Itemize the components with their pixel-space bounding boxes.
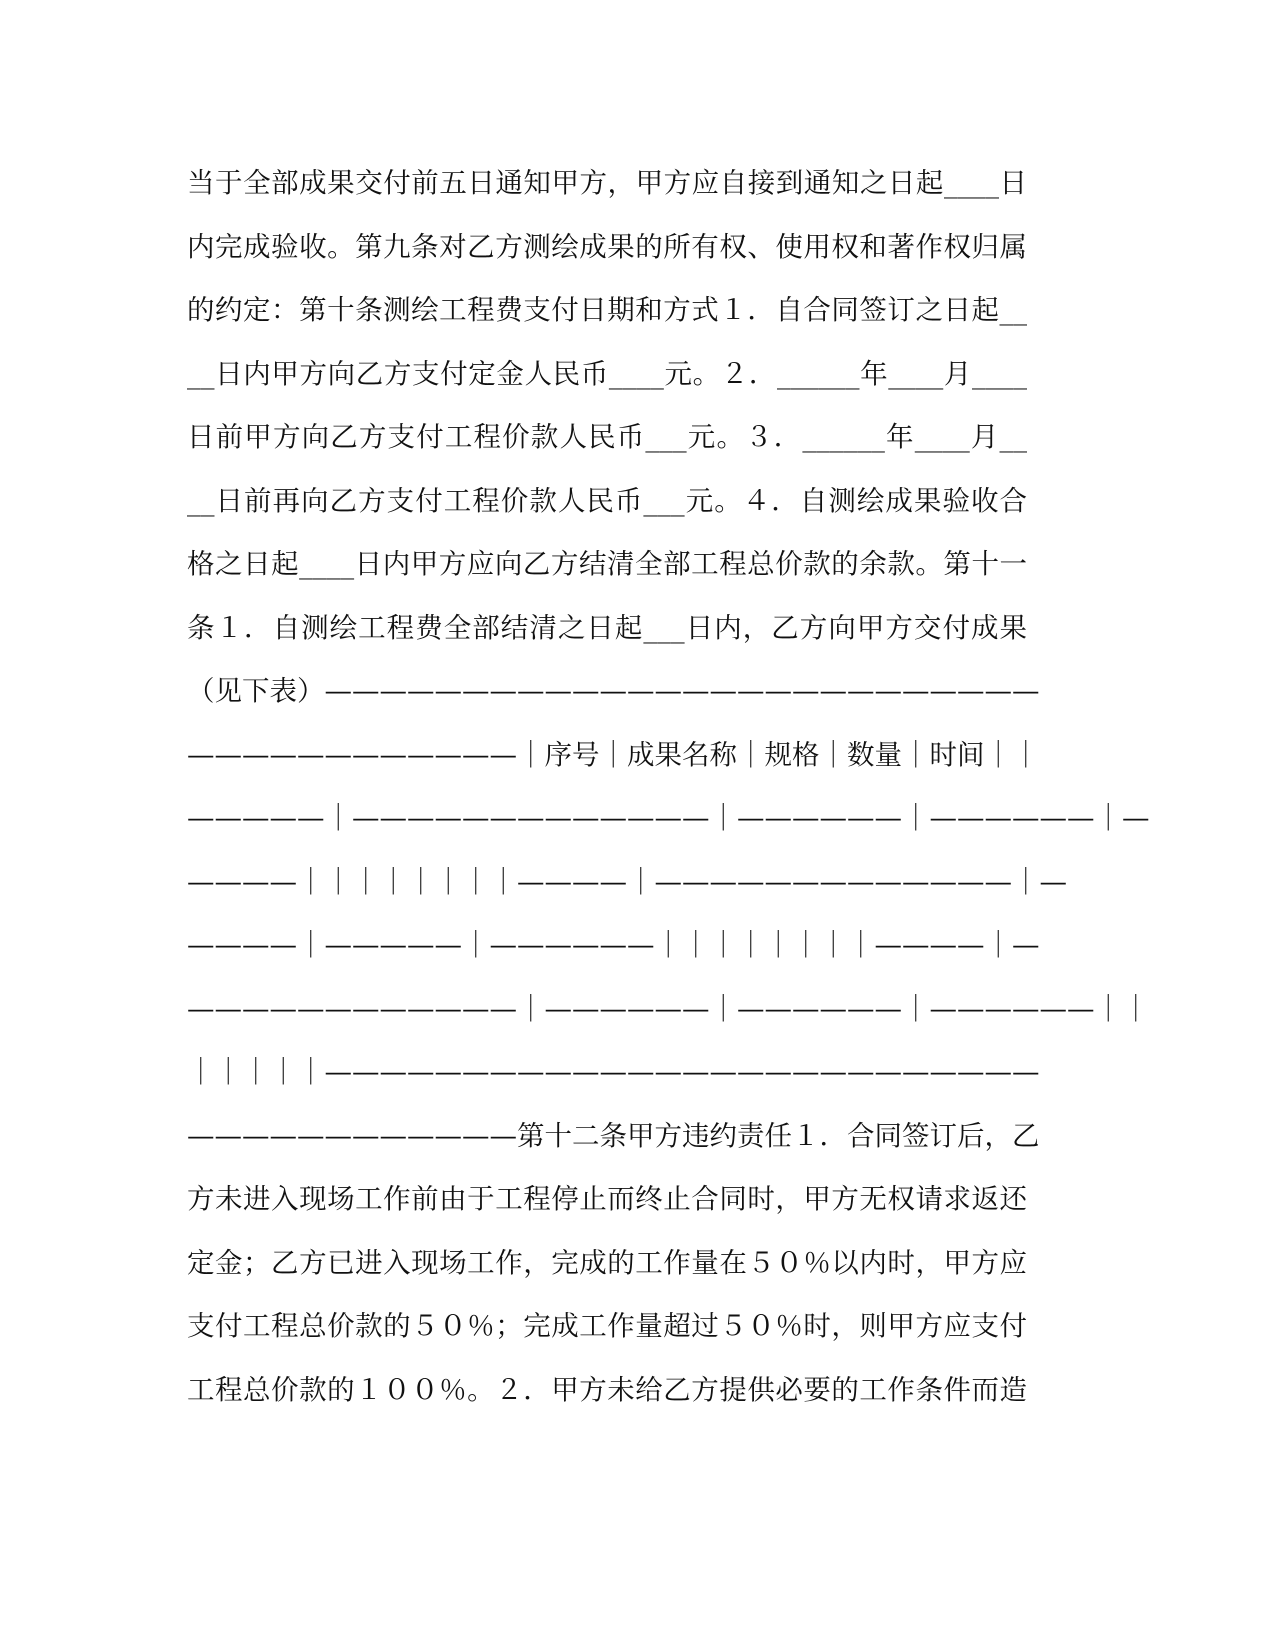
text-line: 定金；乙方已进入现场工作，完成的工作量在５０％以内时，甲方应 — [187, 1246, 1027, 1279]
text-line: 格之日起____日内甲方应向乙方结清全部工程总价款的余款。第十一 — [187, 548, 1027, 580]
text-line: 当于全部成果交付前五日通知甲方，甲方应自接到通知之日起____日 — [187, 167, 1027, 199]
text-line: 条１．自测绘工程费全部结清之日起___日内，乙方向甲方交付成果 — [187, 611, 1027, 644]
table-ascii-line: ————｜｜｜｜｜｜｜｜————｜—————————————｜— — [187, 865, 1067, 898]
table-ascii-line: ————————————｜序号｜成果名称｜规格｜数量｜时间｜｜ — [187, 738, 1040, 771]
text-line: __日内甲方向乙方支付定金人民币____元。２．______年____月____ — [187, 357, 1027, 390]
text-line: 内完成验收。第九条对乙方测绘成果的所有权、使用权和著作权归属 — [187, 230, 1027, 263]
text-line: 方未进入现场工作前由于工程停止而终止合同时，甲方无权请求返还 — [187, 1183, 1027, 1215]
contract-text-block — [187, 160, 1150, 1430]
text-line: __日前再向乙方支付工程价款人民币___元。４．自测绘成果验收合 — [187, 484, 1027, 517]
text-line: 工程总价款的１００％。２．甲方未给乙方提供必要的工作条件而造 — [187, 1373, 1027, 1406]
table-ascii-line: ————｜—————｜——————｜｜｜｜｜｜｜｜————｜— — [187, 929, 1040, 961]
text-line: （见下表）—————————————————————————— — [187, 675, 1040, 707]
table-ascii-line: ｜｜｜｜｜—————————————————————————— — [187, 1056, 1040, 1088]
table-ascii-line: —————｜—————————————｜——————｜——————｜— — [187, 802, 1150, 834]
text-line: 的约定：第十条测绘工程费支付日期和方式１．自合同签订之日起__ — [187, 294, 1027, 326]
text-line: 支付工程总价款的５０％；完成工作量超过５０％时，则甲方应支付 — [187, 1310, 1027, 1342]
text-line: 日前甲方向乙方支付工程价款人民币___元。３．______年____月__ — [187, 421, 1027, 453]
table-ascii-line: ————————————｜——————｜——————｜——————｜｜ — [187, 992, 1150, 1025]
text-line: ————————————第十二条甲方违约责任１．合同签订后，乙 — [187, 1119, 1040, 1152]
